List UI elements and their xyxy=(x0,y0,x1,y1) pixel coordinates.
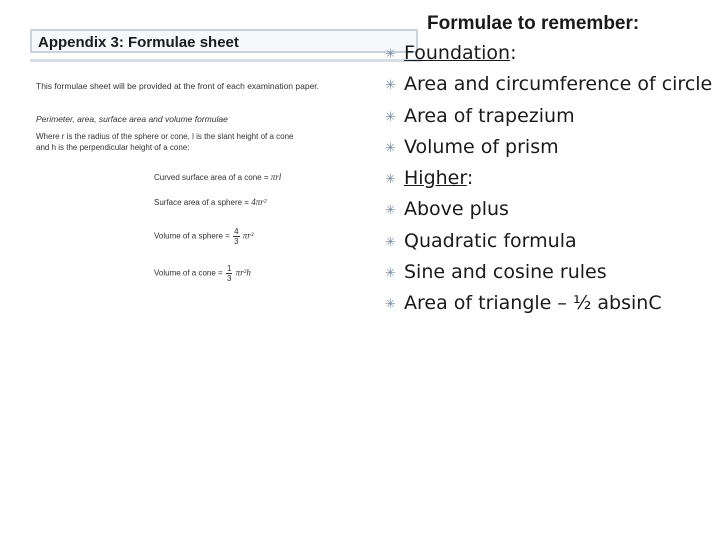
list-item-text: Area and circumference of circle xyxy=(404,73,713,96)
bullet-icon: ✳ xyxy=(385,203,396,219)
fraction-numerator: 1 xyxy=(226,264,232,273)
fraction xyxy=(233,227,239,246)
formula-cone-curved-area xyxy=(154,172,281,182)
fraction-denominator: 3 xyxy=(226,274,232,283)
formulae-list xyxy=(380,41,718,323)
bullet-icon: ✳ xyxy=(385,297,396,313)
bullet-icon: ✳ xyxy=(385,234,396,250)
list-item xyxy=(380,229,718,254)
list-item-text: Foundation xyxy=(404,42,511,64)
list-item-text: Higher xyxy=(404,167,467,190)
fraction-denominator: 3 xyxy=(234,237,239,246)
formula-label: Volume of a cone = xyxy=(154,268,223,278)
list-item xyxy=(380,135,718,160)
list-item-suffix: : xyxy=(466,167,474,190)
fraction-numerator: 4 xyxy=(234,227,239,236)
bullet-icon: ✳ xyxy=(385,47,396,62)
formula-expression: 4πr² xyxy=(251,197,267,207)
formula-label: Volume of a sphere = xyxy=(154,231,230,241)
formula-sphere-volume xyxy=(154,227,253,246)
bullet-icon: ✳ xyxy=(385,266,396,282)
list-item xyxy=(380,197,718,222)
description-line: and h is the perpendicular height of a cone: xyxy=(36,143,190,152)
bullet-icon: ✳ xyxy=(385,172,396,188)
bullet-icon: ✳ xyxy=(385,109,396,125)
list-item-text: Quadratic formula xyxy=(404,229,577,252)
section-heading: Perimeter, area, surface area and volume formulae xyxy=(36,114,228,124)
list-item xyxy=(380,72,718,97)
list-item-text: Above plus xyxy=(404,198,509,221)
formula-expression: πr²h xyxy=(235,267,251,278)
list-item xyxy=(380,41,718,66)
fraction xyxy=(226,264,232,283)
list-item-text: Area of triangle – ½ absinC xyxy=(404,292,662,315)
list-title: Formulae to remember: xyxy=(427,13,640,34)
formulae-sheet-image xyxy=(26,27,426,297)
list-item-suffix: : xyxy=(510,42,517,64)
appendix-intro: This formulae sheet will be provided at the front of each examination paper. xyxy=(36,81,320,91)
bullet-icon: ✳ xyxy=(385,78,396,94)
list-item xyxy=(380,291,718,316)
appendix-divider xyxy=(30,59,422,62)
variable-description xyxy=(36,131,356,153)
list-item-text: Sine and cosine rules xyxy=(404,261,607,284)
formula-cone-volume xyxy=(154,264,251,283)
bullet-icon: ✳ xyxy=(385,140,396,156)
formula-expression: πrl xyxy=(270,172,282,182)
list-item-text: Volume of prism xyxy=(404,135,559,158)
formula-expression: πr³ xyxy=(242,230,254,241)
list-item-text: Area of trapezium xyxy=(404,104,575,127)
list-item xyxy=(380,166,718,191)
formula-label: Curved surface area of a cone = xyxy=(154,173,269,182)
description-line: Where r is the radius of the sphere or cone, l is the slant height of a cone xyxy=(36,132,294,141)
appendix-title: Appendix 3: Formulae sheet xyxy=(30,29,418,53)
list-item xyxy=(380,260,718,285)
formula-sphere-surface-area xyxy=(154,197,266,207)
formula-label: Surface area of a sphere = xyxy=(154,198,249,207)
list-item xyxy=(380,104,718,129)
